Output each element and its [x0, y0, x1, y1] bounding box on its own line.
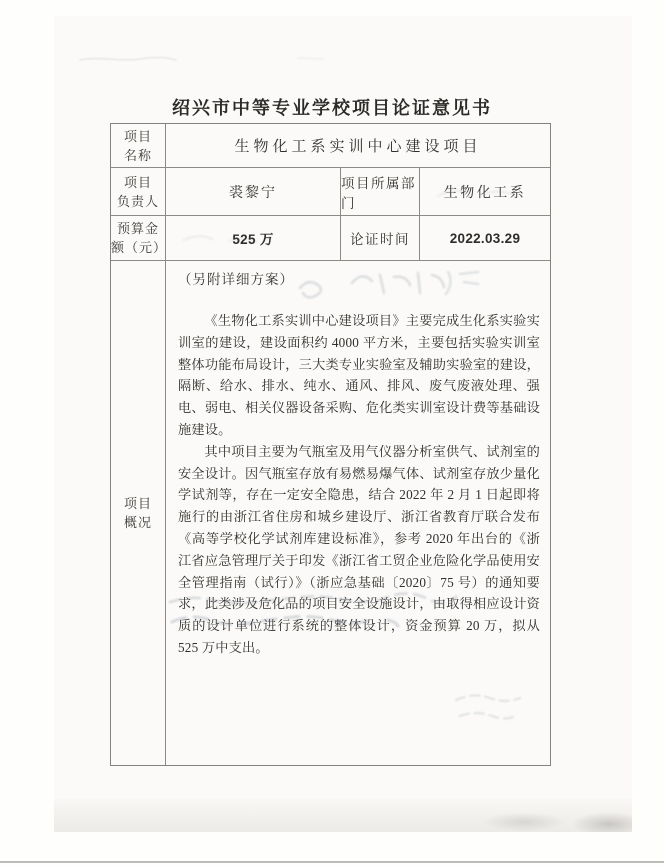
- project-name-label: [111, 124, 166, 168]
- row-project-leader: [111, 168, 550, 216]
- label-line: 项目: [123, 128, 152, 144]
- label-line: 额（元）: [111, 240, 168, 255]
- scanner-edge-line: [0, 861, 664, 863]
- label-line: 概况: [123, 515, 152, 530]
- row-budget: [111, 216, 550, 261]
- paper-bottom-edge-shade: [54, 798, 632, 832]
- department-value: 生物化工系: [420, 168, 550, 216]
- overview-paragraph-1: 《生物化工系实训中心建设项目》主要完成生化系实验实训室的建设，建设面积约 4000 平方米，主要包括实验实训室整体功能布局设计，三大类专业实验室及辅助实验室的建设，隔断、给水、排水、纯水、通风、排风、废气废液处理、强电、弱电、相关仪器设备采购、危化类实训室设计费等基础设施建设。: [178, 313, 540, 437]
- project-leader-value: 裘黎宁: [166, 168, 341, 216]
- project-overview-label: [111, 261, 166, 765]
- project-overview-content: [166, 261, 550, 765]
- project-name-value: 生物化工系实训中心建设项目: [166, 124, 550, 168]
- budget-label: [111, 216, 166, 261]
- department-key: 项目所属部门: [341, 168, 420, 216]
- label-line: 名称: [123, 147, 152, 163]
- row-project-overview: [111, 261, 550, 765]
- demonstration-time-value: 2022.03.29: [420, 216, 550, 261]
- document-title: 绍兴市中等专业学校项目论证意见书: [172, 98, 492, 118]
- opinion-form-table: [110, 123, 551, 766]
- demonstration-time-key: 论证时间: [341, 216, 420, 261]
- label-line: 预算金: [116, 221, 159, 236]
- project-leader-label: [111, 168, 166, 216]
- budget-value: 525 万: [166, 216, 341, 261]
- label-line: 项目: [123, 496, 152, 511]
- overview-paragraph-2: 其中项目主要为气瓶室及用气仪器分析室供气、试剂室的安全设计。因气瓶室存放有易燃易爆气体、试剂室存放少量化学试剂等，存在一定安全隐患，结合 2022 年 2 月 1 日起即将施行的由浙江省住房和城乡建设厅、浙江省教育厅联合发布《高等学校化学试剂库建设标准》，参考 2020 年出台的《浙江省应急管理厅关于印发《浙江省工贸企业危险化学品使用安全管理指南（试行）》（浙应急基础〔2020〕75 号）的通知要求，此类涉及危化品的项目安全设施设计，由取得相应设计资质的设计单位进行系统的整体设计，资金预算 20 万，拟从 525 万中支出。: [178, 443, 540, 655]
- row-project-name: [111, 124, 550, 168]
- label-line: 负责人: [116, 193, 159, 209]
- attached-plan-note: （另附详细方案）: [178, 272, 294, 287]
- label-line: 项目: [123, 174, 152, 190]
